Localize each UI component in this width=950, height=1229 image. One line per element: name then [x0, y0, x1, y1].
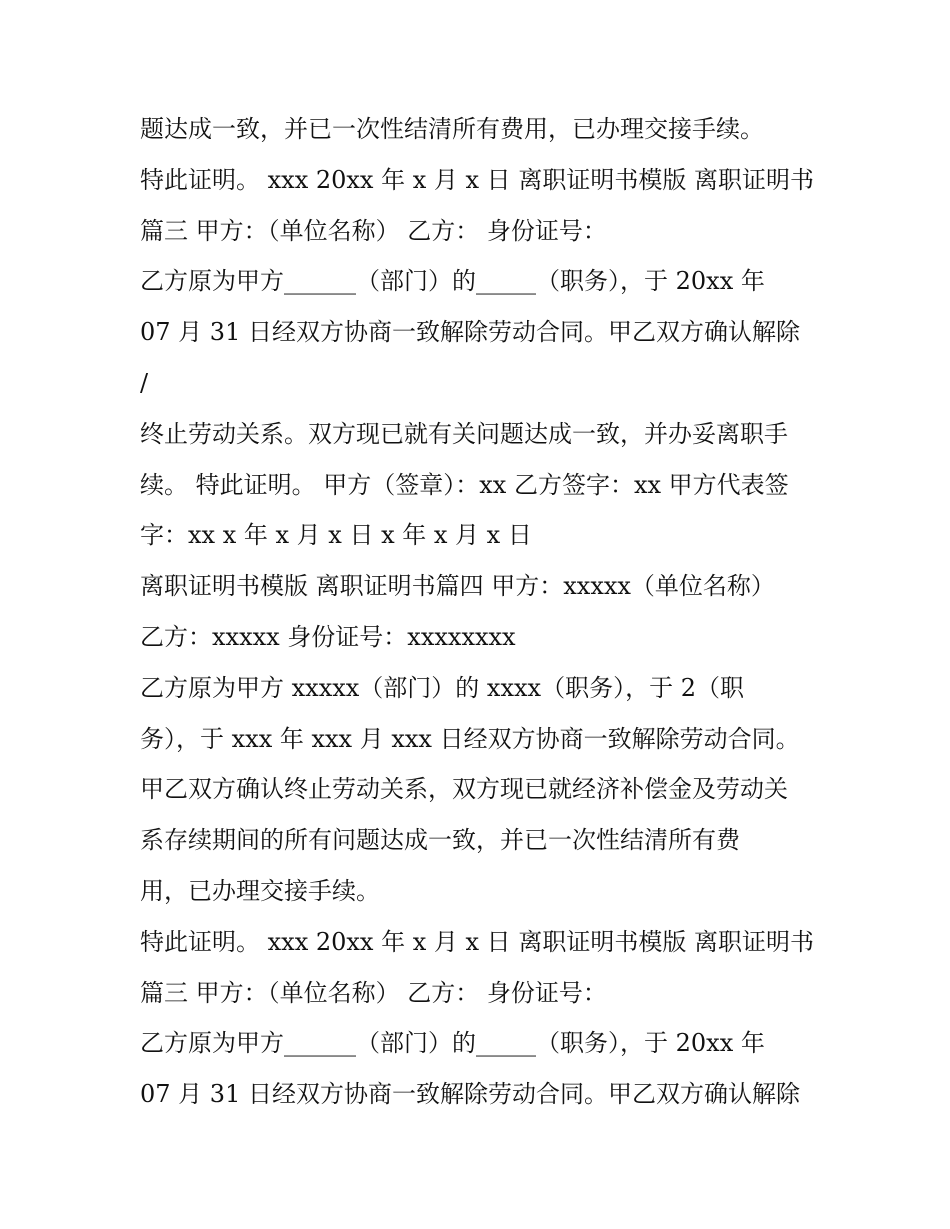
text-line: 07 月 31 日经双方协商一致解除劳动合同。甲乙双方确认解除 — [140, 1080, 800, 1109]
text-line: 乙方原为甲方______（部门）的_____（职务），于 20xx 年 — [140, 1029, 765, 1058]
text-line: 特此证明。 xxx 20xx 年 x 月 x 日 离职证明书模版 离职证明书 — [140, 927, 814, 956]
text-line: 篇三 甲方：（单位名称） 乙方： 身份证号： — [140, 978, 607, 1007]
text-line: 续。 特此证明。 甲方（签章）：xx 乙方签字：xx 甲方代表签 — [140, 470, 789, 499]
text-line: 题达成一致，并已一次性结清所有费用，已办理交接手续。 — [140, 115, 764, 143]
text-line: 系存续期间的所有问题达成一致，并已一次性结清所有费 — [140, 826, 740, 855]
text-line: / — [140, 368, 149, 397]
text-line: 乙方：xxxxx 身份证号：xxxxxxxx — [140, 622, 516, 651]
document-body — [140, 104, 830, 1120]
text-line: 篇三 甲方：（单位名称） 乙方： 身份证号： — [140, 216, 607, 245]
text-line: 字：xx x 年 x 月 x 日 x 年 x 月 x 日 — [140, 521, 532, 550]
text-line: 务），于 xxx 年 xxx 月 xxx 日经双方协商一致解除劳动合同。 — [140, 724, 800, 753]
text-line: 乙方原为甲方______（部门）的_____（职务），于 20xx 年 — [140, 267, 765, 296]
text-line: 终止劳动关系。双方现已就有关问题达成一致，并办妥离职手 — [140, 419, 788, 448]
text-line: 甲乙双方确认终止劳动关系，双方现已就经济补偿金及劳动关 — [140, 775, 788, 804]
text-line: 特此证明。 xxx 20xx 年 x 月 x 日 离职证明书模版 离职证明书 — [140, 165, 814, 194]
text-line: 离职证明书模版 离职证明书篇四 甲方：xxxxx（单位名称） — [140, 572, 775, 601]
text-line: 07 月 31 日经双方协商一致解除劳动合同。甲乙双方确认解除 — [140, 318, 800, 347]
text-line: 乙方原为甲方 xxxxx（部门）的 xxxx（职务），于 2（职 — [140, 673, 744, 702]
text-line: 用，已办理交接手续。 — [140, 876, 380, 905]
